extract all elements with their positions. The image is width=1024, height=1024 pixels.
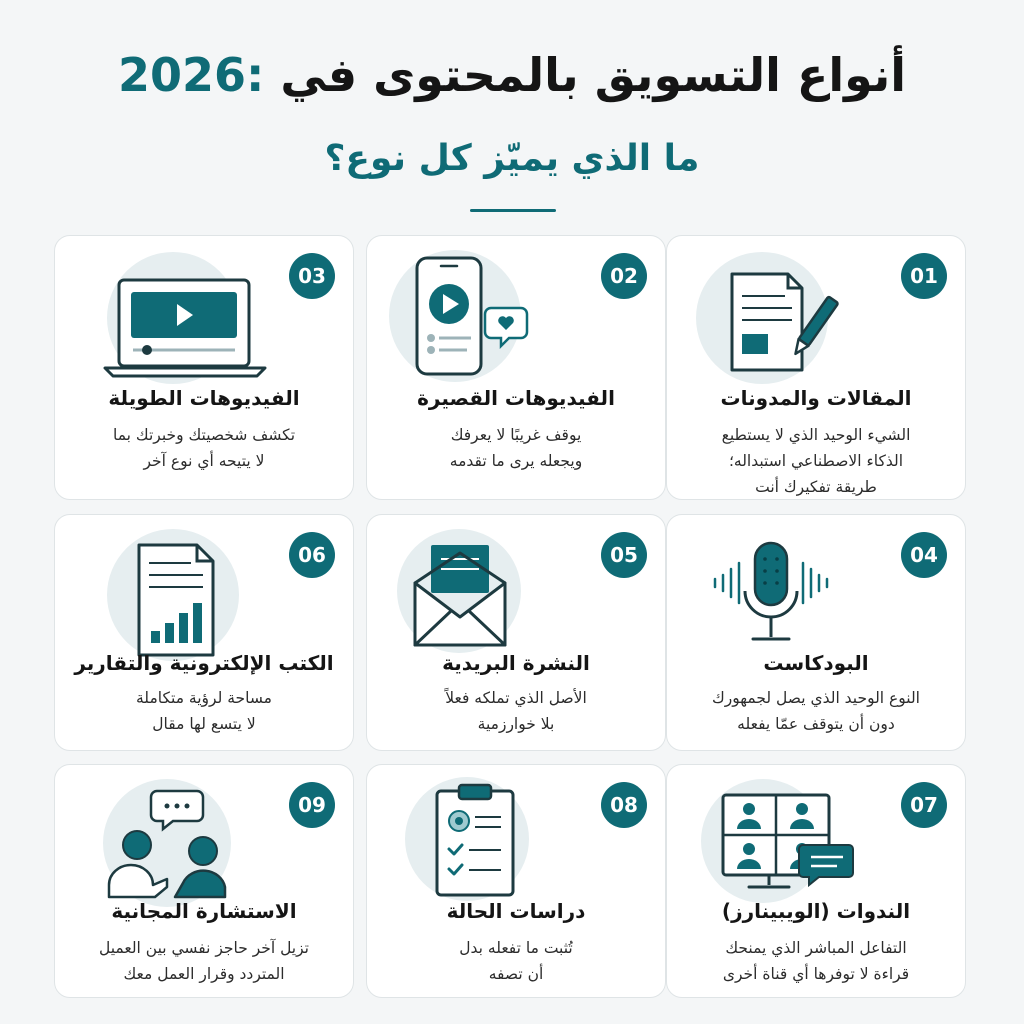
card-desc-line: مساحة لرؤية متكاملة bbox=[136, 689, 272, 707]
page-title bbox=[0, 48, 1024, 102]
card-desc-line: المتردد وقرار العمل معك bbox=[123, 965, 285, 983]
card-title: البودكاست bbox=[763, 651, 869, 675]
card-title: الفيديوهات القصيرة bbox=[417, 386, 615, 410]
card-desc-line: الذكاء الاصطناعي استبداله؛ bbox=[728, 452, 904, 470]
card-desc-line: النوع الوحيد الذي يصل لجمهورك bbox=[712, 689, 920, 707]
webinar-screen-icon bbox=[687, 775, 887, 915]
card-title: الفيديوهات الطويلة bbox=[108, 386, 300, 410]
card-articles bbox=[666, 235, 966, 500]
page-subtitle: ما الذي يميّز كل نوع؟ bbox=[324, 138, 700, 179]
card-desc-line: طريقة تفكيرك أنت bbox=[755, 478, 877, 496]
card-description bbox=[681, 422, 951, 500]
title-divider bbox=[470, 209, 556, 212]
card-number: 06 bbox=[289, 532, 335, 578]
card-title: المقالات والمدونات bbox=[720, 386, 912, 410]
card-description bbox=[69, 935, 339, 987]
card-free-consultation bbox=[54, 764, 354, 998]
title-year: 2026: bbox=[117, 48, 265, 102]
card-description bbox=[69, 685, 339, 737]
card-desc-line: بلا خوارزمية bbox=[477, 715, 555, 733]
clipboard-checklist-icon bbox=[387, 775, 587, 915]
consultation-people-icon bbox=[75, 775, 275, 915]
card-webinars bbox=[666, 764, 966, 998]
card-desc-line: يوقف غريبًا لا يعرفك bbox=[450, 426, 582, 444]
envelope-icon bbox=[387, 525, 587, 665]
card-desc-line: التفاعل المباشر الذي يمنحك bbox=[725, 939, 907, 957]
card-long-videos bbox=[54, 235, 354, 500]
report-chart-icon bbox=[75, 525, 275, 665]
microphone-icon bbox=[687, 525, 887, 665]
card-title: دراسات الحالة bbox=[446, 899, 586, 923]
card-desc-line: أن تصفه bbox=[488, 965, 544, 983]
card-podcast bbox=[666, 514, 966, 751]
card-desc-line: لا يتيحه أي نوع آخر bbox=[143, 452, 265, 470]
card-newsletter bbox=[366, 514, 666, 751]
card-desc-line: قراءة لا توفرها أي قناة أخرى bbox=[722, 965, 910, 983]
card-description bbox=[69, 422, 339, 474]
card-desc-line: تكشف شخصيتك وخبرتك بما bbox=[112, 426, 296, 444]
card-desc-line: الشيء الوحيد الذي لا يستطيع bbox=[721, 426, 911, 444]
card-desc-line: تزيل آخر حاجز نفسي بين العميل bbox=[98, 939, 309, 957]
article-pen-icon bbox=[687, 246, 887, 386]
card-title: الكتب الإلكترونية والتقارير bbox=[74, 651, 334, 675]
card-description bbox=[681, 685, 951, 737]
card-number: 07 bbox=[901, 782, 947, 828]
card-desc-line: الأصل الذي تملكه فعلاً bbox=[445, 689, 587, 707]
laptop-video-icon bbox=[75, 246, 275, 386]
card-number: 05 bbox=[601, 532, 647, 578]
card-title: النشرة البريدية bbox=[442, 651, 590, 675]
card-number: 04 bbox=[901, 532, 947, 578]
card-short-videos bbox=[366, 235, 666, 500]
card-description bbox=[381, 935, 651, 987]
card-desc-line: لا يتسع لها مقال bbox=[152, 715, 256, 733]
card-description bbox=[381, 422, 651, 474]
phone-video-icon bbox=[387, 246, 587, 386]
title-text: أنواع التسويق بالمحتوى في bbox=[264, 48, 906, 102]
card-title: الندوات (الويبينارز) bbox=[721, 899, 911, 923]
card-title: الاستشارة المجانية bbox=[111, 899, 297, 923]
header bbox=[0, 0, 1024, 225]
card-desc-line: دون أن يتوقف عمّا يفعله bbox=[737, 715, 895, 733]
card-number: 03 bbox=[289, 253, 335, 299]
card-description bbox=[681, 935, 951, 987]
card-desc-line: ويجعله يرى ما تقدمه bbox=[449, 452, 583, 470]
card-number: 01 bbox=[901, 253, 947, 299]
card-case-studies bbox=[366, 764, 666, 998]
card-ebooks-reports bbox=[54, 514, 354, 751]
card-number: 02 bbox=[601, 253, 647, 299]
card-description bbox=[381, 685, 651, 737]
card-desc-line: تُثبت ما تفعله بدل bbox=[459, 939, 573, 957]
card-number: 08 bbox=[601, 782, 647, 828]
card-number: 09 bbox=[289, 782, 335, 828]
